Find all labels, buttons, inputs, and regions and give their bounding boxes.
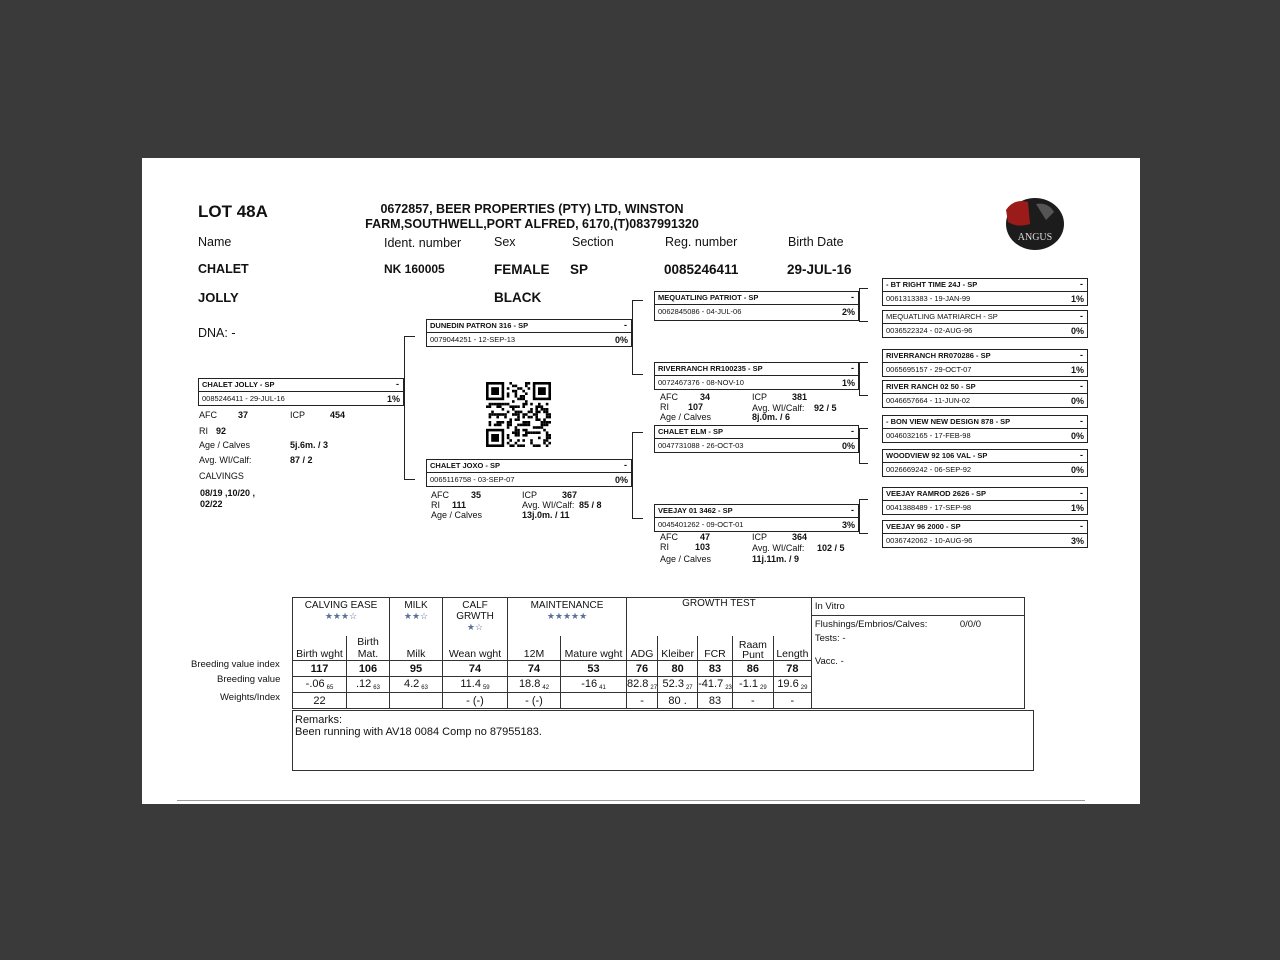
animal-ident: NK 160005 bbox=[384, 262, 445, 276]
breeding-value-value: 82.8 bbox=[627, 678, 649, 690]
stars-calving-icon: ★★★☆ bbox=[324, 611, 358, 621]
pedigree-id: 0036522324 - 02-AUG-96 bbox=[886, 326, 973, 335]
dam-afc-label: AFC bbox=[431, 490, 449, 500]
self-icp: 454 bbox=[330, 410, 346, 420]
breeding-value-cell bbox=[658, 677, 698, 693]
pedigree-id: 0061313383 - 19-JAN-99 bbox=[886, 294, 971, 303]
breeding-value-value: 18.8 bbox=[518, 678, 541, 690]
side-panel bbox=[811, 598, 1024, 709]
weights-index-cell bbox=[658, 693, 698, 709]
pedigree-box-dam-dam bbox=[654, 504, 859, 532]
dam-icp-label: ICP bbox=[522, 490, 538, 500]
pedigree-dash: - bbox=[1080, 521, 1083, 531]
pedigree-percent: 0% bbox=[1070, 465, 1084, 475]
pedigree-name: RIVER RANCH 02 50 - SP bbox=[886, 382, 976, 391]
dam-age-label: Age / Calves bbox=[431, 510, 483, 520]
sd-wi: 92 / 5 bbox=[814, 403, 837, 413]
column-header-value: Raam Punt bbox=[738, 639, 767, 661]
pedigree-dash: - bbox=[624, 460, 627, 470]
column-header-value: Birth wght bbox=[296, 648, 343, 660]
pedigree-name: CHALET JOLLY - SP bbox=[202, 380, 275, 389]
weights-index-cell bbox=[627, 693, 658, 709]
dna-status: DNA: - bbox=[198, 326, 236, 340]
weights-index-cell bbox=[698, 693, 733, 709]
breeding-value-cell bbox=[698, 677, 733, 693]
accuracy-value: 59 bbox=[482, 685, 490, 691]
sd-wi-label: Avg. WI/Calf: bbox=[752, 403, 805, 413]
column-header-value: Kleiber bbox=[661, 648, 694, 660]
self-ri-label: RI bbox=[199, 426, 208, 436]
column-header-cell bbox=[732, 636, 773, 661]
pedigree-id: 0079044251 - 12-SEP-13 bbox=[430, 335, 516, 344]
ev-row-label-bvi: Breeding value index bbox=[191, 659, 280, 670]
pedigree-id: 0041388489 - 17-SEP-98 bbox=[886, 503, 972, 512]
group-maint-label: MAINTENANCE bbox=[530, 600, 604, 611]
weights-index-value: - bbox=[790, 694, 795, 707]
group-calf-label: CALF GRWTH bbox=[456, 600, 494, 622]
breeding-value-value: -1.1 bbox=[739, 678, 759, 690]
column-header-value: Milk bbox=[406, 648, 426, 660]
pedigree-dash: - bbox=[1080, 279, 1083, 289]
pedigree-box-dam bbox=[426, 459, 632, 487]
group-calf-growth bbox=[443, 598, 508, 637]
column-header-value: Birth Mat. bbox=[357, 636, 379, 660]
label-section: Section bbox=[572, 235, 614, 249]
weights-index-value: - (-) bbox=[525, 694, 543, 707]
breeding-value-cell bbox=[347, 677, 390, 693]
self-calvings-1: 08/19 ,10/20 , bbox=[200, 488, 256, 498]
column-header-value: Length bbox=[776, 648, 809, 660]
sd-icp-label: ICP bbox=[752, 392, 768, 402]
pedigree-id: 0047731088 - 26-OCT-03 bbox=[658, 441, 744, 450]
connector-g2 bbox=[859, 362, 868, 396]
breeding-value-index-value: 106 bbox=[358, 662, 378, 675]
pedigree-box-gg-8 bbox=[882, 520, 1088, 548]
connector-dam-parents bbox=[632, 432, 643, 519]
pedigree-dash: - bbox=[851, 292, 854, 302]
label-ident: Ident. number bbox=[384, 236, 462, 250]
pedigree-percent: 1% bbox=[1070, 503, 1084, 513]
connector-parents bbox=[404, 336, 415, 480]
bottom-rule bbox=[177, 800, 1085, 801]
connector-g4 bbox=[859, 499, 868, 534]
pedigree-percent: 0% bbox=[614, 475, 628, 485]
label-name: Name bbox=[198, 235, 232, 249]
pedigree-box-gg-6 bbox=[882, 449, 1088, 477]
pedigree-name: VEEJAY 01 3462 - SP bbox=[658, 506, 733, 515]
pedigree-sheet bbox=[142, 158, 1140, 804]
pedigree-box-gg-5 bbox=[882, 415, 1088, 443]
qr-code bbox=[485, 382, 552, 447]
remarks-title: Remarks: bbox=[295, 714, 343, 726]
pedigree-percent: 0% bbox=[1070, 431, 1084, 441]
accuracy-value: 29 bbox=[800, 685, 808, 691]
column-header-cell bbox=[347, 636, 390, 661]
pedigree-dash: - bbox=[1080, 488, 1083, 498]
weights-index-cell bbox=[773, 693, 811, 709]
column-header-cell bbox=[773, 636, 811, 661]
stars-calf-icon: ★☆ bbox=[466, 622, 484, 632]
weights-index-cell bbox=[732, 693, 773, 709]
breeding-value-value: .12 bbox=[356, 678, 372, 690]
breeding-value-index-cell bbox=[698, 661, 733, 677]
breeding-value-index-cell bbox=[390, 661, 443, 677]
accuracy-value: 23 bbox=[725, 685, 732, 691]
pedigree-name: - BT RIGHT TIME 24J - SP bbox=[886, 280, 978, 289]
column-header-value: ADG bbox=[630, 648, 654, 660]
pedigree-dash: - bbox=[851, 363, 854, 373]
weights-index-value: 22 bbox=[313, 694, 326, 707]
pedigree-box-gg-1 bbox=[882, 278, 1088, 306]
weights-index-cell bbox=[508, 693, 561, 709]
breeding-value-index-value: 80 bbox=[671, 662, 684, 675]
pedigree-dash: - bbox=[1080, 450, 1083, 460]
self-calvings-label: CALVINGS bbox=[199, 471, 244, 481]
animal-colour: BLACK bbox=[494, 290, 542, 305]
pedigree-id: 0026669242 - 06-SEP-92 bbox=[886, 465, 972, 474]
pedigree-percent: 3% bbox=[1070, 536, 1084, 546]
dam-icp: 367 bbox=[562, 490, 578, 500]
dd-afc-label: AFC bbox=[660, 532, 678, 542]
pedigree-id: 0065695157 - 29-OCT-07 bbox=[886, 365, 972, 374]
self-age-label: Age / Calves bbox=[199, 440, 251, 450]
label-sex: Sex bbox=[494, 235, 516, 249]
breeding-value-cell bbox=[443, 677, 508, 693]
pedigree-box-sire-dam bbox=[654, 362, 859, 390]
group-growth-label: GROWTH TEST bbox=[682, 598, 756, 609]
pedigree-id: 0085246411 - 29-JUL-16 bbox=[202, 394, 285, 403]
column-header-cell bbox=[443, 636, 508, 661]
group-calving-label: CALVING EASE bbox=[304, 600, 378, 611]
pedigree-name: VEEJAY 96 2000 - SP bbox=[886, 522, 961, 531]
column-header-cell bbox=[658, 636, 698, 661]
pedigree-box-gg-7 bbox=[882, 487, 1088, 515]
column-header-cell bbox=[698, 636, 733, 661]
breeding-value-index-cell bbox=[443, 661, 508, 677]
column-header-cell bbox=[508, 636, 561, 661]
accuracy-value: 27 bbox=[685, 685, 693, 691]
breeding-value-index-value: 74 bbox=[527, 662, 541, 675]
connector-g1 bbox=[859, 288, 868, 322]
weights-index-cell bbox=[347, 693, 390, 709]
self-icp-label: ICP bbox=[290, 410, 306, 420]
breeding-value-index-value: 86 bbox=[746, 662, 759, 675]
breeding-value-index-value: 74 bbox=[468, 662, 482, 675]
connector-g3 bbox=[859, 428, 868, 464]
pedigree-percent: 1% bbox=[1070, 294, 1084, 304]
self-afc: 37 bbox=[238, 410, 249, 420]
breeding-value-index-value: 83 bbox=[708, 662, 722, 675]
self-afc-label: AFC bbox=[199, 410, 217, 420]
pedigree-box-gg-3 bbox=[882, 349, 1088, 377]
weights-index-value: 83 bbox=[708, 694, 722, 707]
column-header-cell bbox=[561, 636, 627, 661]
connector-sire-parents bbox=[632, 300, 643, 375]
weights-index-value: - bbox=[751, 694, 755, 707]
breeding-value-cell bbox=[627, 677, 658, 693]
dd-afc: 47 bbox=[700, 532, 711, 542]
pedigree-percent: 2% bbox=[841, 307, 855, 317]
owner-info: 0672857, BEER PROPERTIES (PTY) LTD, WINSTON FARM,SOUTHWELL,PORT ALFRED, 6170,(T)0837991320 bbox=[365, 202, 699, 231]
weights-index-cell bbox=[293, 693, 347, 709]
breeding-value-cell bbox=[561, 677, 627, 693]
pedigree-dash: - bbox=[1080, 311, 1083, 321]
breeding-value-index-cell bbox=[508, 661, 561, 677]
pedigree-dash: - bbox=[624, 320, 627, 330]
ev-row-label-bv: Breeding value bbox=[217, 674, 281, 685]
label-birth: Birth Date bbox=[788, 235, 844, 249]
dd-age-label: Age / Calves bbox=[660, 554, 712, 564]
animal-reg: 0085246411 bbox=[664, 262, 739, 277]
breeding-value-index-value: 76 bbox=[635, 662, 649, 675]
column-header-cell bbox=[390, 636, 443, 661]
dd-wi-label: Avg. WI/Calf: bbox=[752, 543, 805, 553]
dd-age: 11j.11m. / 9 bbox=[752, 554, 800, 564]
breeding-value-index-cell bbox=[561, 661, 627, 677]
breeding-value-cell bbox=[293, 677, 347, 693]
breeding-value-value: 52.3 bbox=[662, 678, 684, 690]
pedigree-box-sire-sire bbox=[654, 291, 859, 321]
group-milk bbox=[390, 598, 443, 637]
column-header-value: FCR bbox=[704, 648, 726, 660]
dam-afc: 35 bbox=[471, 490, 482, 500]
evaluation-table bbox=[292, 597, 1025, 709]
animal-name-1: CHALET bbox=[198, 262, 249, 276]
pedigree-box-self bbox=[198, 378, 404, 406]
pedigree-dash: - bbox=[1080, 381, 1083, 391]
breeding-value-cell bbox=[773, 677, 811, 693]
label-reg: Reg. number bbox=[665, 235, 738, 249]
pedigree-id: 0045401262 - 09-OCT-01 bbox=[658, 520, 744, 529]
pedigree-name: RIVERRANCH RR070286 - SP bbox=[886, 351, 991, 360]
pedigree-dash: - bbox=[851, 505, 854, 515]
pedigree-percent: 1% bbox=[386, 394, 400, 404]
breeding-value-value: 11.4 bbox=[460, 678, 481, 690]
self-wi-label: Avg. WI/Calf: bbox=[199, 455, 252, 465]
self-age: 5j.6m. / 3 bbox=[290, 440, 329, 450]
breeding-value-index-cell bbox=[347, 661, 390, 677]
pedigree-name: DUNEDIN PATRON 316 - SP bbox=[430, 321, 529, 330]
breeding-value-index-value: 95 bbox=[409, 662, 423, 675]
accuracy-value: 29 bbox=[760, 685, 767, 691]
group-milk-label: MILK bbox=[404, 600, 428, 611]
pedigree-name: MEQUATLING PATRIOT - SP bbox=[658, 293, 759, 302]
pedigree-dash: - bbox=[851, 426, 854, 436]
group-growth-test bbox=[627, 598, 812, 637]
sd-afc: 34 bbox=[700, 392, 711, 402]
pedigree-name: MEQUATLING MATRIARCH - SP bbox=[886, 312, 998, 321]
pedigree-dash: - bbox=[1080, 416, 1083, 426]
breeding-value-index-cell bbox=[732, 661, 773, 677]
accuracy-value: 42 bbox=[542, 685, 550, 691]
accuracy-value: 63 bbox=[373, 685, 380, 691]
dd-icp: 364 bbox=[792, 532, 808, 542]
dd-ri-label: RI bbox=[660, 542, 669, 552]
breeding-value-cell bbox=[390, 677, 443, 693]
accuracy-value: 65 bbox=[326, 685, 334, 691]
pedigree-id: 0046657664 - 11-JUN-02 bbox=[886, 396, 971, 405]
pedigree-name: CHALET JOXO - SP bbox=[430, 461, 501, 470]
breeding-value-value: 19.6 bbox=[777, 678, 799, 690]
weights-index-value: - (-) bbox=[466, 694, 484, 707]
pedigree-box-gg-4 bbox=[882, 380, 1088, 408]
lot-number: LOT 48A bbox=[198, 202, 268, 221]
column-header-value: Wean wght bbox=[448, 648, 502, 660]
pedigree-percent: 3% bbox=[841, 520, 855, 530]
pedigree-percent: 1% bbox=[841, 378, 855, 388]
column-header-cell bbox=[627, 636, 658, 661]
pedigree-dash: - bbox=[396, 379, 399, 389]
flushings-value: 0/0/0 bbox=[959, 619, 982, 630]
breeding-value-cell bbox=[732, 677, 773, 693]
group-maintenance bbox=[508, 598, 627, 637]
weights-index-cell bbox=[443, 693, 508, 709]
column-header-cell bbox=[293, 636, 347, 661]
self-wi: 87 / 2 bbox=[290, 455, 313, 465]
pedigree-percent: 0% bbox=[1070, 326, 1084, 336]
breeding-value-index-cell bbox=[658, 661, 698, 677]
dd-ri: 103 bbox=[695, 542, 711, 552]
pedigree-id: 0065116758 - 03-SEP-07 bbox=[430, 475, 515, 484]
self-ri: 92 bbox=[216, 426, 227, 436]
sd-ri-label: RI bbox=[660, 402, 669, 412]
breeding-value-value: -.06 bbox=[305, 678, 325, 690]
stars-milk-icon: ★★☆ bbox=[403, 611, 429, 621]
accuracy-value: 41 bbox=[599, 685, 606, 691]
pedigree-percent: 0% bbox=[614, 335, 628, 345]
breeding-value-index-value: 53 bbox=[587, 662, 600, 675]
accuracy-value: 27 bbox=[650, 685, 658, 691]
remarks-text: Been running with AV18 0084 Comp no 87955183. bbox=[295, 726, 542, 738]
remarks-box bbox=[292, 710, 1034, 771]
pedigree-percent: 1% bbox=[1070, 365, 1084, 375]
dd-wi: 102 / 5 bbox=[817, 543, 845, 553]
sd-afc-label: AFC bbox=[660, 392, 678, 402]
animal-sex: FEMALE bbox=[494, 262, 550, 277]
animal-birth: 29-JUL-16 bbox=[787, 262, 852, 277]
pedigree-percent: 0% bbox=[841, 441, 855, 451]
weights-index-cell bbox=[390, 693, 443, 709]
pedigree-name: WOODVIEW 92 106 VAL - SP bbox=[886, 451, 988, 460]
dam-age: 13j.0m. / 11 bbox=[522, 510, 570, 520]
breeding-value-value: -41.7 bbox=[698, 678, 724, 690]
animal-section: SP bbox=[570, 262, 589, 277]
pedigree-id: 0062845086 - 04-JUL-06 bbox=[658, 307, 742, 316]
stars-maint-icon: ★★★★★ bbox=[546, 611, 588, 621]
in-vitro-label: In Vitro bbox=[812, 598, 1024, 616]
dam-ri-label: RI bbox=[431, 500, 440, 510]
pedigree-id: 0036742062 - 10-AUG-96 bbox=[886, 536, 973, 545]
pedigree-percent: 0% bbox=[1070, 396, 1084, 406]
breeding-value-value: 4.2 bbox=[404, 678, 420, 690]
pedigree-box-dam-sire bbox=[654, 425, 859, 453]
pedigree-dash: - bbox=[1080, 350, 1083, 360]
breeding-value-index-cell bbox=[773, 661, 811, 677]
pedigree-name: RIVERRANCH RR100235 - SP bbox=[658, 364, 763, 373]
group-calving bbox=[293, 598, 390, 637]
column-header-value: Mature wght bbox=[564, 648, 623, 660]
sd-age-label: Age / Calves bbox=[660, 412, 712, 422]
accuracy-value: 63 bbox=[421, 685, 428, 691]
weights-index-cell bbox=[561, 693, 627, 709]
dd-icp-label: ICP bbox=[752, 532, 768, 542]
breeding-value-index-cell bbox=[627, 661, 658, 677]
self-calvings-2: 02/22 bbox=[200, 499, 223, 509]
sd-ri: 107 bbox=[688, 402, 704, 412]
breeding-value-index-value: 117 bbox=[310, 662, 329, 675]
dam-ri: 111 bbox=[452, 500, 467, 510]
breeding-value-index-value: 78 bbox=[786, 662, 799, 675]
weights-index-value: 80 . bbox=[668, 694, 687, 707]
logo-text: ANGUS bbox=[1017, 232, 1053, 243]
pedigree-name: - BON VIEW NEW DESIGN 878 - SP bbox=[886, 417, 1011, 426]
breeding-value-cell bbox=[508, 677, 561, 693]
sd-icp: 381 bbox=[792, 392, 808, 402]
pedigree-box-gg-2 bbox=[882, 310, 1088, 338]
ev-row-label-wi: Weights/Index bbox=[220, 692, 281, 703]
vacc-label: Vacc. - bbox=[814, 656, 844, 667]
pedigree-id: 0046032165 - 17-FEB-98 bbox=[886, 431, 971, 440]
pedigree-box-sire bbox=[426, 319, 632, 347]
column-header-value: 12M bbox=[523, 648, 545, 660]
pedigree-name: CHALET ELM - SP bbox=[658, 427, 723, 436]
breeding-value-index-cell bbox=[293, 661, 347, 677]
flushings-label: Flushings/Embrios/Calves: bbox=[814, 619, 928, 630]
weights-index-value: - bbox=[640, 694, 644, 707]
pedigree-id: 0072467376 - 08-NOV-10 bbox=[658, 378, 744, 387]
sd-age: 8j.0m. / 6 bbox=[752, 412, 791, 422]
pedigree-name: VEEJAY RAMROD 2626 - SP bbox=[886, 489, 987, 498]
angus-logo bbox=[1000, 194, 1066, 256]
dam-wi: 85 / 8 bbox=[579, 500, 602, 510]
dam-wi-label: Avg. WI/Calf: bbox=[522, 500, 575, 510]
breeding-value-value: -16 bbox=[581, 678, 598, 690]
tests-label: Tests: - bbox=[814, 633, 846, 644]
animal-name-2: JOLLY bbox=[198, 290, 239, 305]
